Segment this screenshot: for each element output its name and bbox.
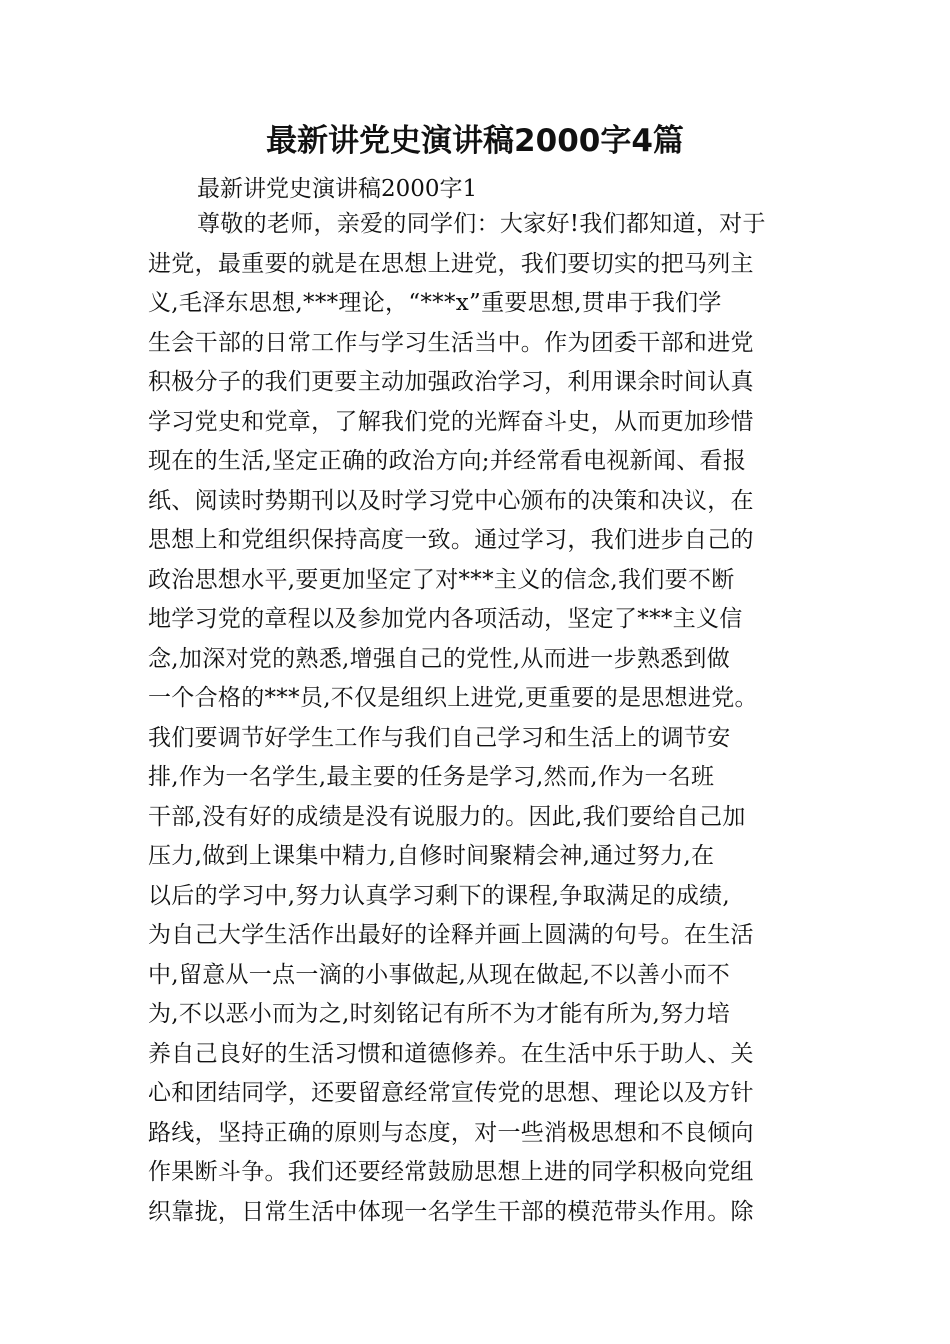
body-line: 路线，坚持正确的原则与态度，对一些消极思想和不良倾向 (148, 1119, 754, 1146)
body-line: 现在的生活,坚定正确的政治方向;并经常看电视新闻、看报 (148, 448, 747, 474)
body-line: 我们要调节好学生工作与我们自己学习和生活上的调节安 (148, 724, 731, 751)
body-line: 压力,做到上课集中精力,自修时间聚精会神,通过努力,在 (148, 843, 715, 869)
body-line: 政治思想水平,要更加坚定了对***主义的信念,我们要不断 (148, 566, 735, 593)
body-line: 织靠拢，日常生活中体现一名学生干部的模范带头作用。除 (148, 1198, 754, 1225)
body-line: 念,加深对党的熟悉,增强自己的党性,从而进一步熟悉到做 (148, 645, 731, 672)
body-line: 进党，最重要的就是在思想上进党，我们要切实的把马列主 (148, 250, 754, 277)
body-line: 排,作为一名学生,最主要的任务是学习,然而,作为一名班 (148, 764, 715, 790)
body-line: 纸、阅读时势期刊以及时学习党中心颁布的决策和决议，在 (148, 487, 754, 514)
body-line: 干部,没有好的成绩是没有说服力的。因此,我们要给自己加 (148, 803, 746, 830)
body-line: 作果断斗争。我们还要经常鼓励思想上进的同学积极向党组 (148, 1159, 754, 1185)
document-title: 最新讲党史演讲稿2000字4篇 (266, 123, 684, 159)
section-subtitle: 最新讲党史演讲稿2000字1 (197, 176, 478, 202)
body-line: 中,留意从一点一滴的小事做起,从现在做起,不以善小而不 (148, 961, 731, 988)
body-text (148, 205, 808, 1232)
body-line: 积极分子的我们更要主动加强政治学习，利用课余时间认真 (148, 369, 754, 395)
body-line: 地学习党的章程以及参加党内各项活动，坚定了***主义信 (148, 606, 743, 632)
body-line: 思想上和党组织保持高度一致。通过学习，我们进步自己的 (148, 527, 754, 553)
body-line: 一个合格的***员,不仅是组织上进党,更重要的是思想进党。 (148, 685, 758, 711)
body-line: 为,不以恶小而为之,时刻铭记有所不为才能有所为,努力培 (148, 1001, 731, 1027)
body-line: 学习党史和党章，了解我们党的光辉奋斗史，从而更加珍惜 (148, 408, 754, 435)
body-line: 义,毛泽东思想,***理论，“***x”重要思想,贯串于我们学 (148, 290, 722, 316)
body-line: 以后的学习中,努力认真学习剩下的课程,争取满足的成绩, (148, 882, 731, 909)
body-line: 心和团结同学，还要留意经常宣传党的思想、理论以及方针 (148, 1080, 754, 1106)
body-line: 尊敬的老师，亲爱的同学们：大家好!我们都知道，对于 (197, 211, 766, 237)
body-line: 生会干部的日常工作与学习生活当中。作为团委干部和进党 (148, 329, 754, 356)
body-line: 养自己良好的生活习惯和道德修养。在生活中乐于助人、关 (148, 1040, 754, 1067)
body-line: 为自己大学生活作出最好的诠释并画上圆满的句号。在生活 (148, 922, 754, 948)
